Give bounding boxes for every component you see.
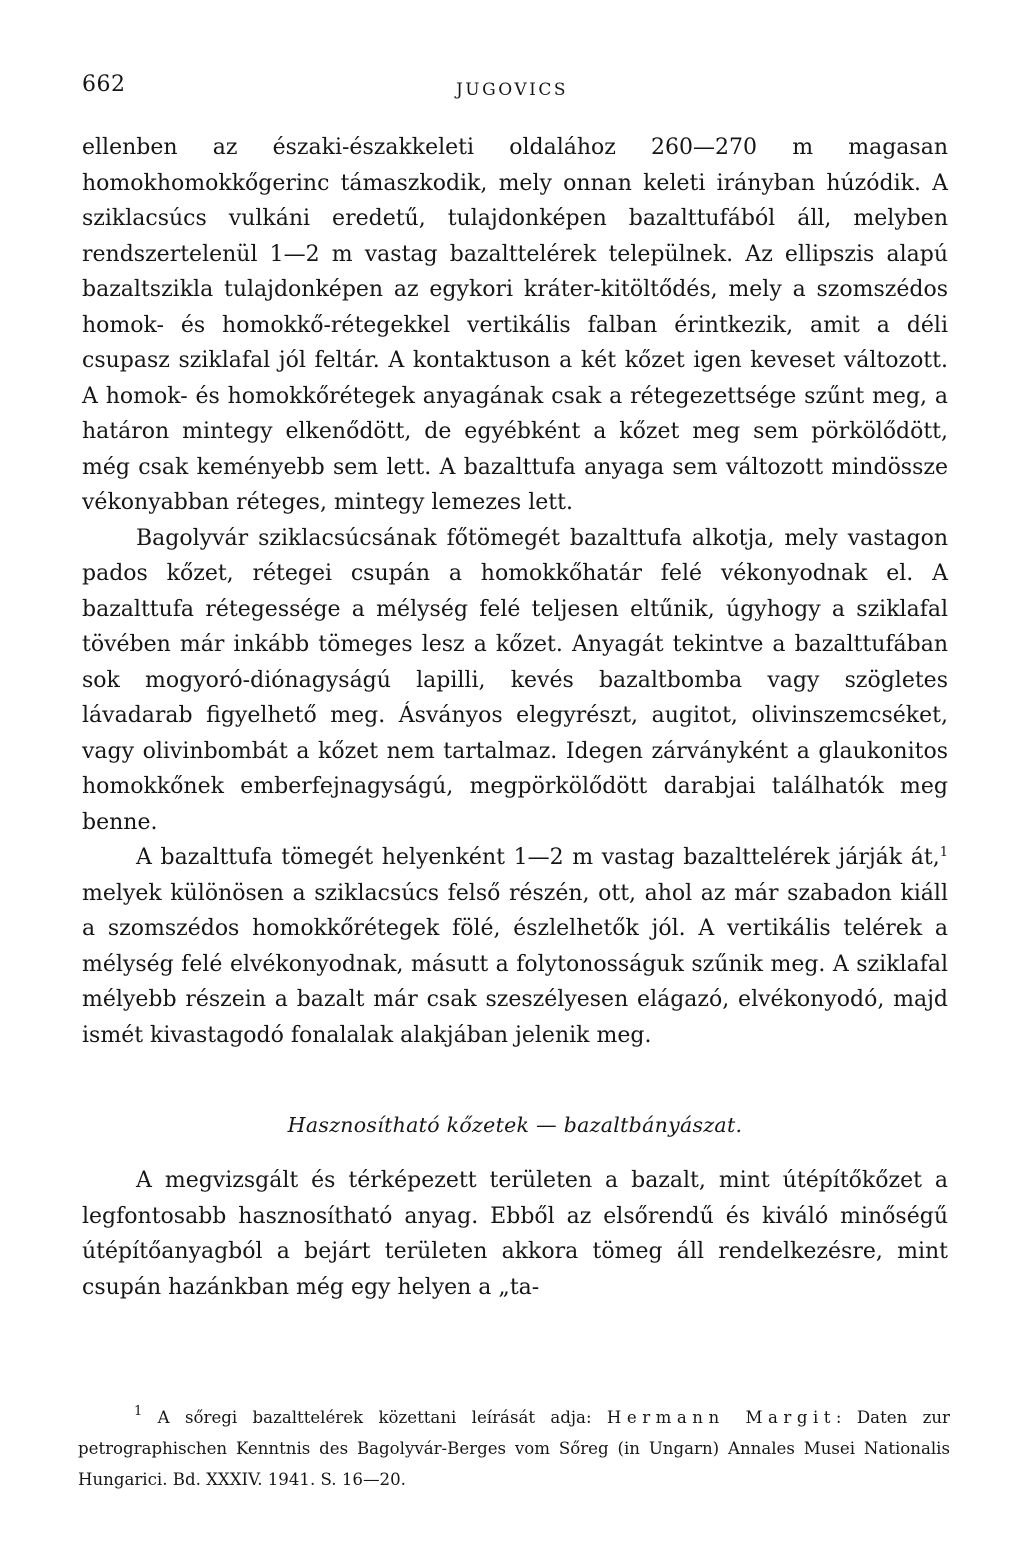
- footnote-mark: 1: [134, 1404, 143, 1419]
- footnote-1: [78, 1402, 950, 1495]
- main-text: [82, 130, 948, 1305]
- section-heading: Hasznosítható kőzetek — bazaltbányászat.: [287, 1113, 743, 1137]
- paragraph-1: ellenben az északi-északkeleti oldalához 260—270 m magasan homokhomokkőgerinc támaszkodik, mely onnan keleti irányban húzódik. A sziklacsúcs vulkáni eredetű, tulajdonképen bazalttufából áll, melyben rendszertelenül 1—2 m vastag bazalttelérek települnek. Az ellipszis alapú bazaltszikla tulajdonképen az egykori kráter-kitöltődés, mely a szomszédos homok- és homokkő-rétegekkel vertikális falban érintkezik, amit a déli csupasz sziklafal jól feltár. A kontaktuson a két kőzet igen keveset változott. A homok- és homokkőrétegek anyagának csak a rétegezettsége szűnt meg, a határon mintegy elkenődött, de egyébként a kőzet meg sem pörkölődött, még csak keményebb sem lett. A bazalttufa anyaga sem változott mindössze vékonyabban réteges, mintegy lemezes lett.: [82, 135, 948, 515]
- page-header: [82, 72, 942, 108]
- footnote-author: Hermann Margit: [606, 1408, 836, 1427]
- footnotes: [78, 1402, 950, 1495]
- paragraph-3: [82, 840, 948, 1053]
- footnote-text-end: : Daten zur petrographischen Kenntnis des Bagolyvár-Berges vom Sőreg (in Ungarn) Annales Musei Nationalis Hungarici. Bd. XXXIV. 1941. S. 16—20.: [78, 1408, 950, 1489]
- footnote-text-start: A sőregi bazalttelérek közettani leírását adja:: [142, 1408, 607, 1427]
- paragraph-3-text-end: melyek különösen a sziklacsúcs felső részén, ott, ahol az már szabadon kiáll a szomszédos homokkőrétegek fölé, észlelhetők jól. A vertikális telérek a mélység felé elvékonyodnak, másutt a folytonosságuk szűnik meg. A sziklafal mélyebb részein a bazalt már csak szeszélyesen elágazó, elvékonyodó, majd ismét kivastagodó fonalalak alakjában jelenik meg.: [82, 880, 948, 1048]
- paragraph-2: Bagolyvár sziklacsúcsának főtömegét bazalttufa alkotja, mely vastagon pados kőzet, rétegei csupán a homokkőhatár felé vékonyodnak el. A bazalttufa rétegessége a mélység felé teljesen eltűnik, úgyhogy a sziklafal tövében már inkább tömeges lesz a kőzet. Anyagát tekintve a bazalttufában sok mogyoró-diónagyságú lapilli, kevés bazaltbomba vagy szögletes lávadarab figyelhető meg. Ásványos elegyrészt, augitot, olivinszemcséket, vagy olivinbombát a kőzet nem tartalmaz. Idegen zárványként a glaukonitos homokkőnek emberfejnagyságú, megpörkölődött darabjai találhatók meg benne.: [82, 525, 948, 835]
- paragraph-3-text-start: A bazalttufa tömegét helyenként 1—2 m vastag bazalttelérek járják át,: [136, 845, 940, 870]
- footnote-reference: 1: [939, 845, 948, 860]
- running-head: JUGOVICS: [455, 80, 568, 100]
- section-paragraph: A megvizsgált és térképezett területen a bazalt, mint útépítőkőzet a legfontosabb hasznosítható anyag. Ebből az elsőrendű és kiváló minőségű útépítőanyagból a bejárt területen akkora tömeg áll rendelkezésre, mint csupán hazánkban még egy helyen a „ta-: [82, 1168, 948, 1300]
- page-number: 662: [82, 72, 126, 97]
